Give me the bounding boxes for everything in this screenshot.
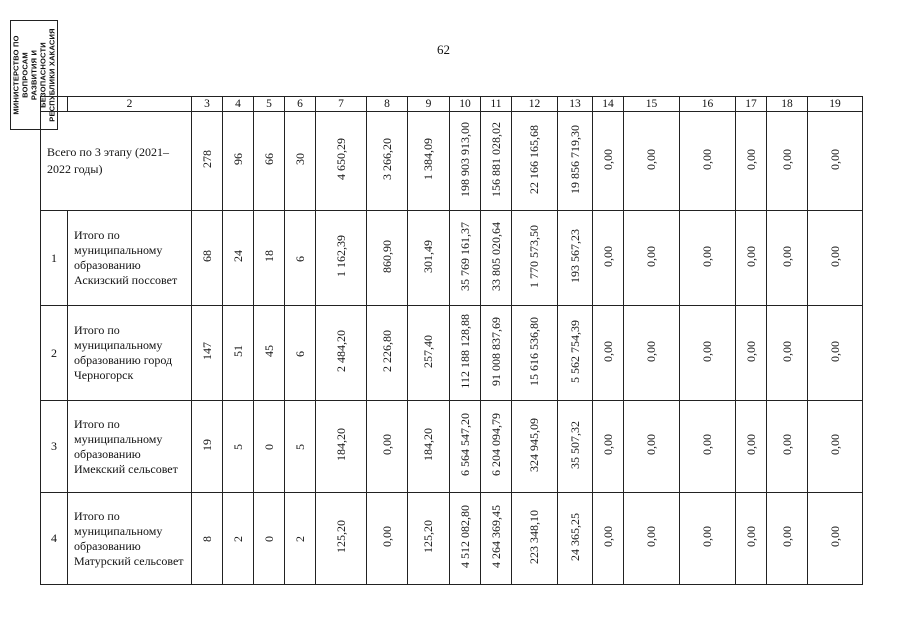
- column-header-row: [41, 97, 863, 112]
- column-header: 6: [285, 97, 316, 112]
- table-cell: 278: [192, 112, 223, 211]
- table-cell: 2 226,80: [367, 306, 408, 401]
- column-header: 8: [367, 97, 408, 112]
- table-cell: 198 903 913,00: [450, 112, 481, 211]
- table-cell: 6: [285, 211, 316, 306]
- row-label: Итого по муниципальному образованию Имекский сельсовет: [68, 401, 192, 493]
- table-cell: 6 204 094,79: [481, 401, 512, 493]
- table-cell: 35 507,32: [558, 401, 593, 493]
- column-header: 5: [254, 97, 285, 112]
- table-cell: 0,00: [624, 112, 680, 211]
- table-cell: 0,00: [736, 211, 767, 306]
- column-header: 18: [767, 97, 808, 112]
- table-cell: 0,00: [767, 306, 808, 401]
- table-cell: 0,00: [736, 401, 767, 493]
- column-header: 7: [316, 97, 367, 112]
- table-cell: 4 650,29: [316, 112, 367, 211]
- table-cell: 3 266,20: [367, 112, 408, 211]
- table-cell: 5: [223, 401, 254, 493]
- table-cell: 0,00: [808, 401, 863, 493]
- table-cell: 125,20: [316, 493, 367, 585]
- data-table: [40, 96, 863, 585]
- table-cell: 22 166 165,68: [512, 112, 558, 211]
- row-index: 3: [41, 401, 68, 493]
- table-cell: 112 188 128,88: [450, 306, 481, 401]
- row-label: Итого по муниципальному образованию Аскизский поссовет: [68, 211, 192, 306]
- table-cell: 2: [223, 493, 254, 585]
- table-cell: 2: [285, 493, 316, 585]
- column-header: 14: [593, 97, 624, 112]
- table-cell: 24: [223, 211, 254, 306]
- table-cell: 0,00: [736, 493, 767, 585]
- column-header: 4: [223, 97, 254, 112]
- total-row: [41, 112, 863, 211]
- table-cell: 96: [223, 112, 254, 211]
- page-number: 62: [437, 42, 450, 57]
- table-cell: 0,00: [367, 493, 408, 585]
- column-header: 10: [450, 97, 481, 112]
- table-cell: 0,00: [624, 401, 680, 493]
- table-cell: 0,00: [680, 401, 736, 493]
- table-cell: 184,20: [316, 401, 367, 493]
- column-header-index: [41, 97, 68, 112]
- column-header: 16: [680, 97, 736, 112]
- table-row: [41, 401, 863, 493]
- table-cell: 4 264 369,45: [481, 493, 512, 585]
- table-cell: 5 562 754,39: [558, 306, 593, 401]
- table-cell: 0,00: [808, 211, 863, 306]
- table-cell: 301,49: [408, 211, 450, 306]
- table-cell: 0,00: [680, 306, 736, 401]
- table-cell: 0: [254, 493, 285, 585]
- table-cell: 68: [192, 211, 223, 306]
- table-row: [41, 211, 863, 306]
- column-header: 17: [736, 97, 767, 112]
- table-cell: 0,00: [736, 306, 767, 401]
- table-cell: 0,00: [624, 306, 680, 401]
- table-cell: 2 484,20: [316, 306, 367, 401]
- column-header: 12: [512, 97, 558, 112]
- row-index: 4: [41, 493, 68, 585]
- column-header: 19: [808, 97, 863, 112]
- table-cell: 0,00: [624, 493, 680, 585]
- table-cell: 147: [192, 306, 223, 401]
- table-cell: 24 365,25: [558, 493, 593, 585]
- table-cell: 0,00: [680, 112, 736, 211]
- column-header: 9: [408, 97, 450, 112]
- table-cell: 0,00: [680, 211, 736, 306]
- table-cell: 91 008 837,69: [481, 306, 512, 401]
- row-index: 2: [41, 306, 68, 401]
- table-cell: 8: [192, 493, 223, 585]
- table-cell: 1 384,09: [408, 112, 450, 211]
- row-index: 1: [41, 211, 68, 306]
- column-header: 13: [558, 97, 593, 112]
- table-cell: 4 512 082,80: [450, 493, 481, 585]
- column-header: 11: [481, 97, 512, 112]
- table-cell: 193 567,23: [558, 211, 593, 306]
- table-cell: 0,00: [593, 306, 624, 401]
- table-cell: 1 162,39: [316, 211, 367, 306]
- table-cell: 0,00: [808, 112, 863, 211]
- table-cell: 184,20: [408, 401, 450, 493]
- table-cell: 5: [285, 401, 316, 493]
- column-header: 2: [68, 97, 192, 112]
- table-cell: 35 769 161,37: [450, 211, 481, 306]
- table-cell: 0,00: [593, 211, 624, 306]
- table-cell: 0,00: [680, 493, 736, 585]
- column-header: 3: [192, 97, 223, 112]
- table-cell: 19 856 719,30: [558, 112, 593, 211]
- table-cell: 15 616 536,80: [512, 306, 558, 401]
- table-cell: 0,00: [624, 211, 680, 306]
- table-cell: 0,00: [367, 401, 408, 493]
- table-cell: 51: [223, 306, 254, 401]
- table-cell: 0,00: [808, 306, 863, 401]
- row-label: Итого по муниципальному образованию город Черногорск: [68, 306, 192, 401]
- table-cell: 0,00: [808, 493, 863, 585]
- table-row: [41, 306, 863, 401]
- table-cell: 0,00: [593, 112, 624, 211]
- table-cell: 125,20: [408, 493, 450, 585]
- table-cell: 66: [254, 112, 285, 211]
- table-cell: 19: [192, 401, 223, 493]
- table-cell: 0,00: [593, 493, 624, 585]
- table-cell: 223 348,10: [512, 493, 558, 585]
- row-label: Итого по муниципальному образованию Матурский сельсовет: [68, 493, 192, 585]
- table-cell: 0,00: [767, 211, 808, 306]
- table-cell: 0,00: [767, 493, 808, 585]
- table-cell: 0: [254, 401, 285, 493]
- table-cell: 257,40: [408, 306, 450, 401]
- table-cell: 45: [254, 306, 285, 401]
- column-header: 15: [624, 97, 680, 112]
- table-cell: 156 881 028,02: [481, 112, 512, 211]
- table-cell: 0,00: [736, 112, 767, 211]
- table-row: [41, 493, 863, 585]
- table-cell: 324 945,09: [512, 401, 558, 493]
- table-cell: 33 805 020,64: [481, 211, 512, 306]
- table-cell: 1 770 573,50: [512, 211, 558, 306]
- table-cell: 0,00: [593, 401, 624, 493]
- table-cell: 30: [285, 112, 316, 211]
- stamp-text: МИНИСТЕРСТВО ПО ВОПРОСАМ РАЗВИТИЯ И БЕЗОПАСНОСТИ РЕСПУБЛИКИ ХАКАСИЯ: [11, 28, 57, 122]
- table-cell: 18: [254, 211, 285, 306]
- table-cell: 6: [285, 306, 316, 401]
- table-cell: 0,00: [767, 401, 808, 493]
- total-label: Всего по 3 этапу (2021–2022 годы): [41, 112, 192, 211]
- table-cell: 6 564 547,20: [450, 401, 481, 493]
- table-cell: 860,90: [367, 211, 408, 306]
- table-cell: 0,00: [767, 112, 808, 211]
